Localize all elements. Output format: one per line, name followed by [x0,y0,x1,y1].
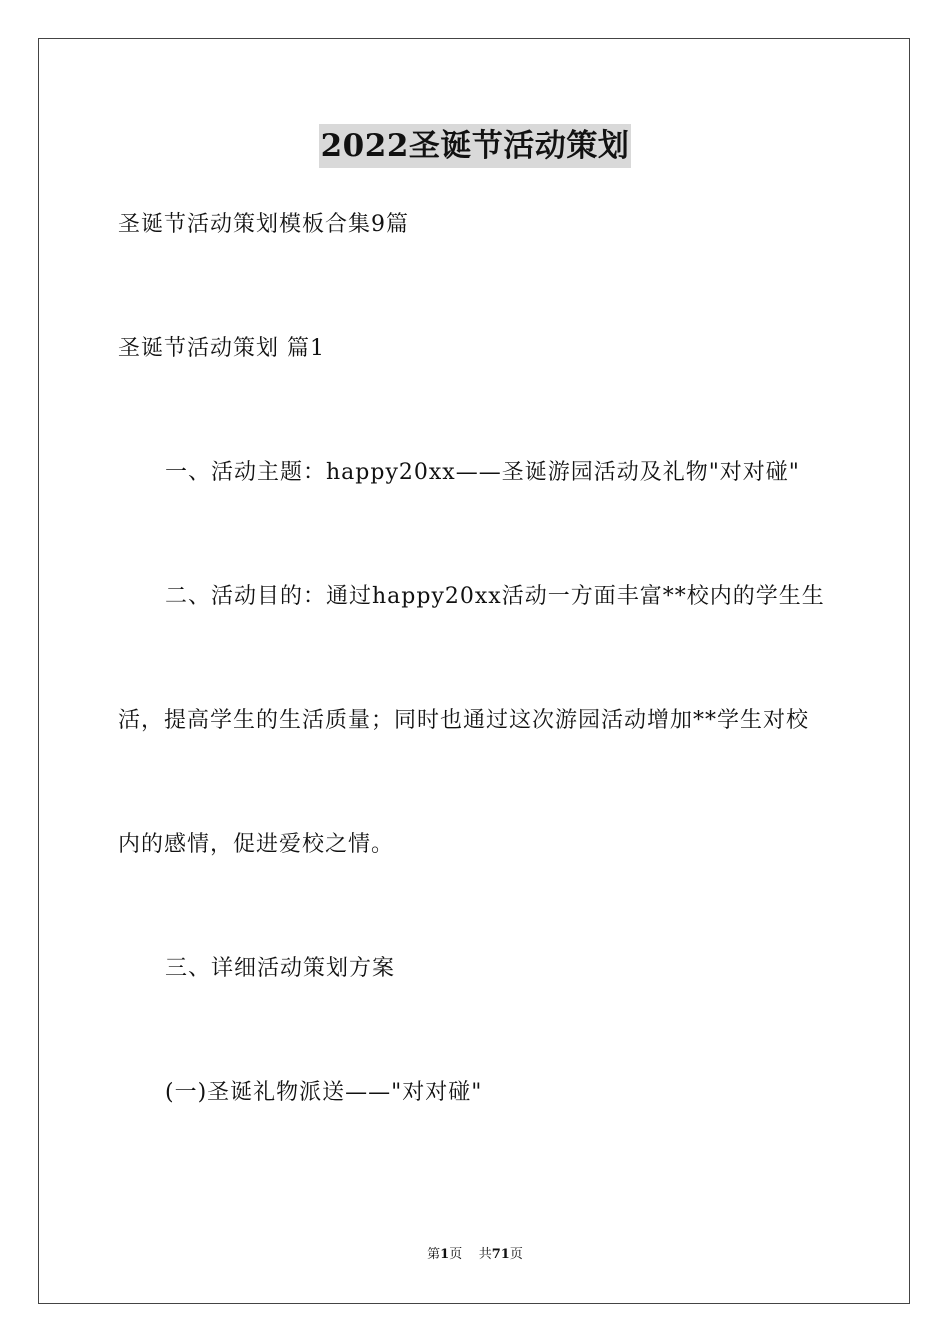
paragraph-theme: 一、活动主题：happy20xx——圣诞游园活动及礼物"对对碰" [165,460,800,485]
document-subtitle: 圣诞节活动策划模板合集9篇 [118,212,409,237]
footer-page-number: 1 [440,1247,450,1262]
footer-total-suffix: 页 [509,1247,523,1262]
paragraph-purpose-line3: 内的感情，促进爱校之情。 [118,832,395,857]
footer-page-prefix: 第 [427,1247,441,1262]
page-footer [0,1246,950,1264]
footer-total-pages: 71 [491,1247,510,1262]
footer-total-prefix: 共 [478,1247,492,1262]
section-heading: 圣诞节活动策划 篇1 [118,336,325,361]
paragraph-plan-heading: 三、详细活动策划方案 [165,956,396,981]
paragraph-purpose-line2: 活，提高学生的生活质量；同时也通过这次游园活动增加**学生对校 [118,708,810,733]
title-container [0,124,950,168]
paragraph-purpose-line1: 二、活动目的：通过happy20xx活动一方面丰富**校内的学生生 [165,584,825,609]
paragraph-gift-heading: (一)圣诞礼物派送——"对对碰" [165,1080,483,1105]
footer-page-suffix: 页 [449,1247,463,1262]
document-title: 2022圣诞节活动策划 [319,124,632,168]
